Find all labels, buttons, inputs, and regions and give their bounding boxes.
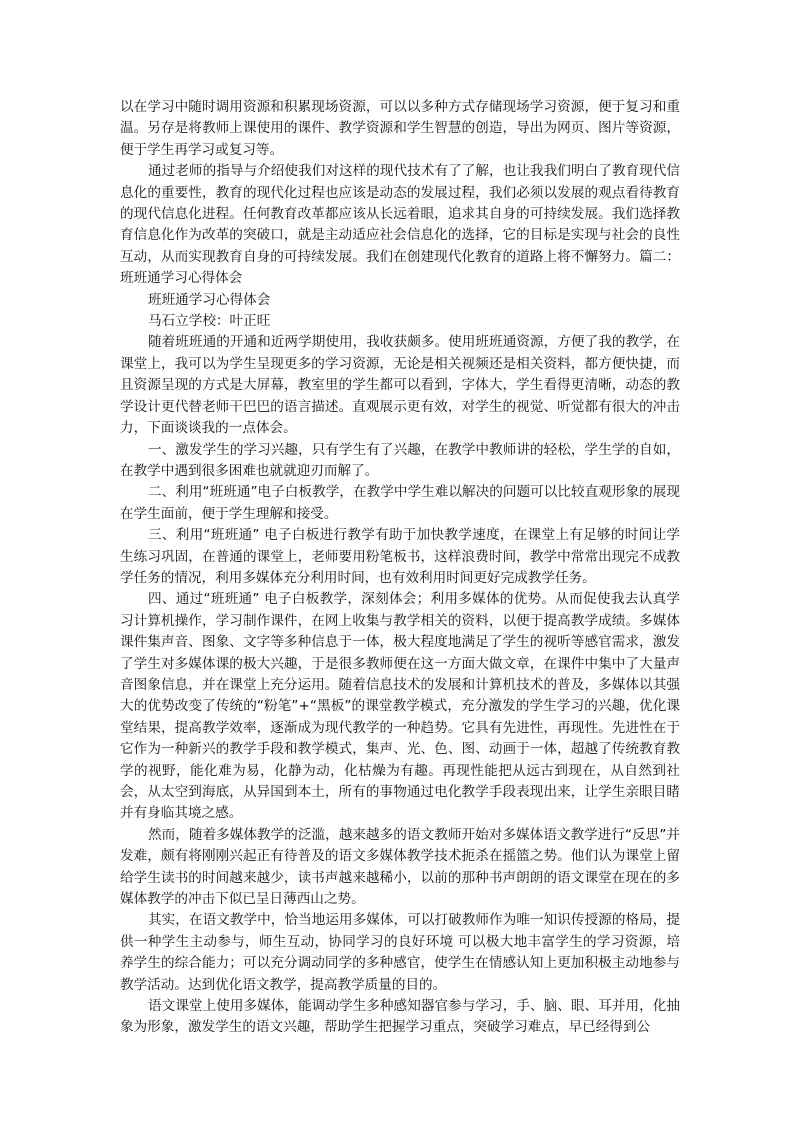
paragraph-final: 语文课堂上使用多媒体，能调动学生多种感知器官参与学习，手、脑、眼、耳并用，化抽象为形象，激发学生的语文兴趣，帮助学生把握学习重点，突破学习难点，早已经得到公 [120,998,680,1036]
paragraph-1: 以在学习中随时调用资源和积累现场资源，可以以多种方式存储现场学习资源，便于复习和重温。另存是将教师上课使用的课件、教学资源和学生智慧的创造，导出为网页、图片等资源，便于学生再学习或复习等。 [120,99,680,158]
paragraph-point-4: 四、通过“班班通” 电子白板教学，深刻体会；利用多媒体的优势。从而促使我去认真学习计算机操作，学习制作课件，在网上收集与教学相关的资料，以便于提高教学成绩。多媒体课件集声音、图象、文字等多种信息于一体，极大程度地满足了学生的视听等感官需求，激发了学生对多媒体课的极大兴趣，于是很多教师便在这一方面大做文章，在课件中集中了大量声音图象信息，并在课堂上充分运用。随着信息技术的发展和计算机技术的普及，多媒体以其强大的优势改变了传统的“粉笔”+“黑板”的课堂教学模式，充分激发的学生学习的兴趣，优化课堂结果，提高教学效率，逐渐成为现代教学的一种趋势。它具有先进性，再现性。先进性在于它作为一种新兴的教学手段和教学模式，集声、光、色、图、动画于一体，超越了传统教育教学的视野，能化难为易，化静为动，化枯燥为有趣。再现性能把从远古到现在，从自然到社会，从太空到海底，从异国到本土，所有的事物通过电化教学手段表现出来，让学生亲眼目睹并有身临其境之感。 [120,591,680,822]
author-line: 马石立学校：叶正旺 [148,313,271,330]
paragraph-point-3: 三、利用“班班通” 电子白板进行教学有助于加快教学速度，在课堂上有足够的时间让学生练习巩固，在普通的课堂上，老师要用粉笔板书，这样浪费时间，教学中常常出现完不成教学任务的情况，利用多媒体充分利用时间，也有效利用时间更好完成教学任务。 [120,527,680,586]
paragraph-intro: 随着班班通的开通和近两学期使用，我收获颇多。使用班班通资源，方便了我的教学，在课堂上，我可以为学生呈现更多的学习资源，无论是相关视频还是相关资料，都方便快捷，而且资源呈现的方式是大屏幕，教室里的学生都可以看到，字体大，学生看得更清晰，动态的教学设计更代替老师干巴巴的语言描述。直观展示更有效，对学生的视觉、听觉都有很大的冲击力，下面谈谈我的一点体会。 [120,334,680,437]
document-page [120,97,680,1039]
section-title: 班班通学习心得体会 [148,291,271,308]
paragraph-point-2: 二、利用“班班通”电子白板教学，在教学中学生难以解决的问题可以比较直观形象的展现在学生面前，便于学生理解和接受。 [120,484,680,522]
paragraph-point-1: 一、激发学生的学习兴趣，只有学生有了兴趣，在教学中教师讲的轻松，学生学的自如，在教学中遇到很多困难也就就迎刃而解了。 [120,441,680,479]
paragraph-2: 通过老师的指导与介绍使我们对这样的现代技术有了了解，也让我我们明白了教育现代信息化的重要性，教育的现代化过程也应该是动态的发展过程，我们必须以发展的观点看待教育的现代信息化进程。任何教育改革都应该从长远着眼，追求其自身的可持续发展。我们选择教育信息化作为改革的突破口，就是主动适应社会信息化的选择，它的目标是实现与社会的良性互动，从而实现教育自身的可持续发展。我们在创建现代化教育的道路上将不懈努力。篇二：班班通学习心得体会 [120,163,680,287]
paragraph-however: 然而，随着多媒体教学的泛滥，越来越多的语文教师开始对多媒体语文教学进行“反思”并发难，颇有将刚刚兴起正有待普及的语文多媒体教学技术扼杀在摇篮之势。他们认为课堂上留给学生读书的时间越来越少，读书声越来越稀小，以前的那种书声朗朗的语文课堂在现在的多媒体教学的冲击下似已呈日薄西山之势。 [120,826,680,908]
paragraph-actually: 其实，在语文教学中，恰当地运用多媒体，可以打破教师作为唯一知识传授源的格局，提供一种学生主动参与，师生互动，协同学习的良好环境 可以极大地丰富学生的学习资源，培养学生的综合能力；可以充分调动同学的多种感官，使学生在情感认知上更加积极主动地参与教学活动。达到优化语文教学，提高教学质量的目的。 [120,912,680,993]
